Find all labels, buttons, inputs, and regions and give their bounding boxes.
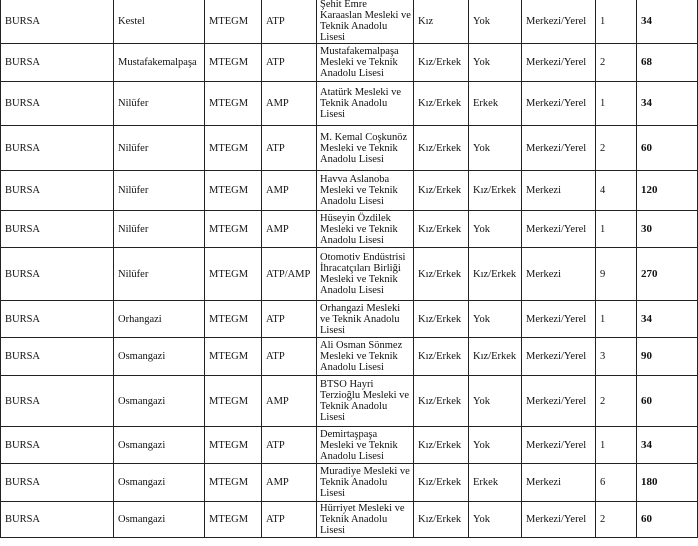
gender-cell: Kız: [414, 0, 469, 44]
school-name-cell: Hüseyin Özdilek Mesleki ve Teknik Anadolu Lisesi: [317, 211, 414, 248]
institution-cell: MTEGM: [205, 126, 262, 171]
boarding-cell: Erkek: [469, 82, 522, 126]
program-type-cell: ATP: [262, 427, 317, 464]
province-cell: BURSA: [1, 126, 114, 171]
table-row: [1, 126, 698, 171]
quota-cell: 34: [637, 427, 698, 464]
province-cell: BURSA: [1, 0, 114, 44]
district-cell: Mustafakemalpaşa: [114, 44, 205, 82]
quota-cell: 30: [637, 211, 698, 248]
school-name-cell: Hürriyet Mesleki ve Teknik Anadolu Lisesi: [317, 502, 414, 538]
placement-cell: Merkezi/Yerel: [522, 427, 596, 464]
placement-cell: Merkezi: [522, 171, 596, 211]
quota-cell: 270: [637, 248, 698, 301]
institution-cell: MTEGM: [205, 248, 262, 301]
gender-cell: Kız/Erkek: [414, 338, 469, 376]
program-type-cell: ATP: [262, 301, 317, 338]
table-row: [1, 502, 698, 538]
province-cell: BURSA: [1, 82, 114, 126]
institution-cell: MTEGM: [205, 82, 262, 126]
district-cell: Osmangazi: [114, 338, 205, 376]
table-body: [1, 0, 698, 538]
program-type-cell: AMP: [262, 376, 317, 427]
institution-cell: MTEGM: [205, 171, 262, 211]
institution-cell: MTEGM: [205, 211, 262, 248]
gender-cell: Kız/Erkek: [414, 44, 469, 82]
province-cell: BURSA: [1, 502, 114, 538]
institution-cell: MTEGM: [205, 44, 262, 82]
class-count-cell: 9: [596, 248, 637, 301]
school-name-cell: M. Kemal Coşkunöz Mesleki ve Teknik Anadolu Lisesi: [317, 126, 414, 171]
institution-cell: MTEGM: [205, 301, 262, 338]
table-row: [1, 44, 698, 82]
institution-cell: MTEGM: [205, 376, 262, 427]
class-count-cell: 1: [596, 301, 637, 338]
program-type-cell: ATP: [262, 126, 317, 171]
quota-cell: 68: [637, 44, 698, 82]
gender-cell: Kız/Erkek: [414, 211, 469, 248]
quota-cell: 90: [637, 338, 698, 376]
gender-cell: Kız/Erkek: [414, 248, 469, 301]
table-row: [1, 0, 698, 44]
program-type-cell: ATP: [262, 338, 317, 376]
table-row: [1, 82, 698, 126]
district-cell: Nilüfer: [114, 248, 205, 301]
class-count-cell: 2: [596, 44, 637, 82]
table-row: [1, 427, 698, 464]
quota-cell: 60: [637, 126, 698, 171]
school-name-cell: Demirtaşpaşa Mesleki ve Teknik Anadolu Lisesi: [317, 427, 414, 464]
program-type-cell: ATP/AMP: [262, 248, 317, 301]
boarding-cell: Kız/Erkek: [469, 248, 522, 301]
institution-cell: MTEGM: [205, 427, 262, 464]
placement-cell: Merkezi: [522, 464, 596, 502]
placement-cell: Merkezi/Yerel: [522, 338, 596, 376]
district-cell: Osmangazi: [114, 427, 205, 464]
gender-cell: Kız/Erkek: [414, 126, 469, 171]
table-row: [1, 211, 698, 248]
placement-cell: Merkezi/Yerel: [522, 211, 596, 248]
class-count-cell: 3: [596, 338, 637, 376]
table-row: [1, 464, 698, 502]
class-count-cell: 4: [596, 171, 637, 211]
boarding-cell: Yok: [469, 427, 522, 464]
school-name-cell: Atatürk Mesleki ve Teknik Anadolu Lisesi: [317, 82, 414, 126]
school-name-cell: Havva Aslanoba Mesleki ve Teknik Anadolu Lisesi: [317, 171, 414, 211]
school-name-cell: Muradiye Mesleki ve Teknik Anadolu Lisesi: [317, 464, 414, 502]
gender-cell: Kız/Erkek: [414, 427, 469, 464]
province-cell: BURSA: [1, 427, 114, 464]
boarding-cell: Yok: [469, 376, 522, 427]
gender-cell: Kız/Erkek: [414, 502, 469, 538]
province-cell: BURSA: [1, 211, 114, 248]
boarding-cell: Yok: [469, 502, 522, 538]
institution-cell: MTEGM: [205, 464, 262, 502]
table-row: [1, 171, 698, 211]
program-type-cell: AMP: [262, 464, 317, 502]
quota-cell: 120: [637, 171, 698, 211]
quota-cell: 34: [637, 0, 698, 44]
table-row: [1, 376, 698, 427]
quota-cell: 180: [637, 464, 698, 502]
table-row: [1, 248, 698, 301]
school-name-cell: BTSO Hayri Terzioğlu Mesleki ve Teknik Anadolu Lisesi: [317, 376, 414, 427]
boarding-cell: Kız/Erkek: [469, 171, 522, 211]
program-type-cell: AMP: [262, 82, 317, 126]
table-row: [1, 301, 698, 338]
province-cell: BURSA: [1, 301, 114, 338]
placement-cell: Merkezi/Yerel: [522, 126, 596, 171]
boarding-cell: Kız/Erkek: [469, 338, 522, 376]
class-count-cell: 6: [596, 464, 637, 502]
district-cell: Osmangazi: [114, 502, 205, 538]
program-type-cell: ATP: [262, 0, 317, 44]
institution-cell: MTEGM: [205, 0, 262, 44]
district-cell: Osmangazi: [114, 376, 205, 427]
district-cell: Nilüfer: [114, 126, 205, 171]
class-count-cell: 2: [596, 126, 637, 171]
program-type-cell: ATP: [262, 502, 317, 538]
province-cell: BURSA: [1, 464, 114, 502]
gender-cell: Kız/Erkek: [414, 464, 469, 502]
province-cell: BURSA: [1, 44, 114, 82]
school-name-cell: Ali Osman Sönmez Mesleki ve Teknik Anadolu Lisesi: [317, 338, 414, 376]
district-cell: Kestel: [114, 0, 205, 44]
placement-cell: Merkezi/Yerel: [522, 301, 596, 338]
school-name-cell: Orhangazi Mesleki ve Teknik Anadolu Lisesi: [317, 301, 414, 338]
class-count-cell: 1: [596, 427, 637, 464]
quota-cell: 60: [637, 502, 698, 538]
institution-cell: MTEGM: [205, 338, 262, 376]
quota-cell: 60: [637, 376, 698, 427]
class-count-cell: 1: [596, 82, 637, 126]
province-cell: BURSA: [1, 248, 114, 301]
boarding-cell: Erkek: [469, 464, 522, 502]
boarding-cell: Yok: [469, 44, 522, 82]
district-cell: Nilüfer: [114, 82, 205, 126]
class-count-cell: 2: [596, 502, 637, 538]
boarding-cell: Yok: [469, 126, 522, 171]
gender-cell: Kız/Erkek: [414, 82, 469, 126]
placement-cell: Merkezi/Yerel: [522, 502, 596, 538]
district-cell: Orhangazi: [114, 301, 205, 338]
school-name-cell: Mustafakemalpaşa Mesleki ve Teknik Anadolu Lisesi: [317, 44, 414, 82]
placement-cell: Merkezi: [522, 248, 596, 301]
placement-cell: Merkezi/Yerel: [522, 0, 596, 44]
gender-cell: Kız/Erkek: [414, 301, 469, 338]
gender-cell: Kız/Erkek: [414, 376, 469, 427]
program-type-cell: AMP: [262, 211, 317, 248]
district-cell: Nilüfer: [114, 171, 205, 211]
placement-cell: Merkezi/Yerel: [522, 44, 596, 82]
province-cell: BURSA: [1, 171, 114, 211]
class-count-cell: 1: [596, 211, 637, 248]
province-cell: BURSA: [1, 338, 114, 376]
class-count-cell: 2: [596, 376, 637, 427]
boarding-cell: Yok: [469, 0, 522, 44]
quota-cell: 34: [637, 301, 698, 338]
province-cell: BURSA: [1, 376, 114, 427]
institution-cell: MTEGM: [205, 502, 262, 538]
boarding-cell: Yok: [469, 301, 522, 338]
table-row: [1, 338, 698, 376]
program-type-cell: AMP: [262, 171, 317, 211]
boarding-cell: Yok: [469, 211, 522, 248]
gender-cell: Kız/Erkek: [414, 171, 469, 211]
quota-cell: 34: [637, 82, 698, 126]
district-cell: Nilüfer: [114, 211, 205, 248]
district-cell: Osmangazi: [114, 464, 205, 502]
school-name-cell: Şehit Emre Karaaslan Mesleki ve Teknik Anadolu Lisesi: [317, 0, 414, 44]
program-type-cell: ATP: [262, 44, 317, 82]
school-name-cell: Otomotiv Endüstrisi İhracatçıları Birliği Mesleki ve Teknik Anadolu Lisesi: [317, 248, 414, 301]
placement-cell: Merkezi/Yerel: [522, 82, 596, 126]
class-count-cell: 1: [596, 0, 637, 44]
placement-cell: Merkezi/Yerel: [522, 376, 596, 427]
